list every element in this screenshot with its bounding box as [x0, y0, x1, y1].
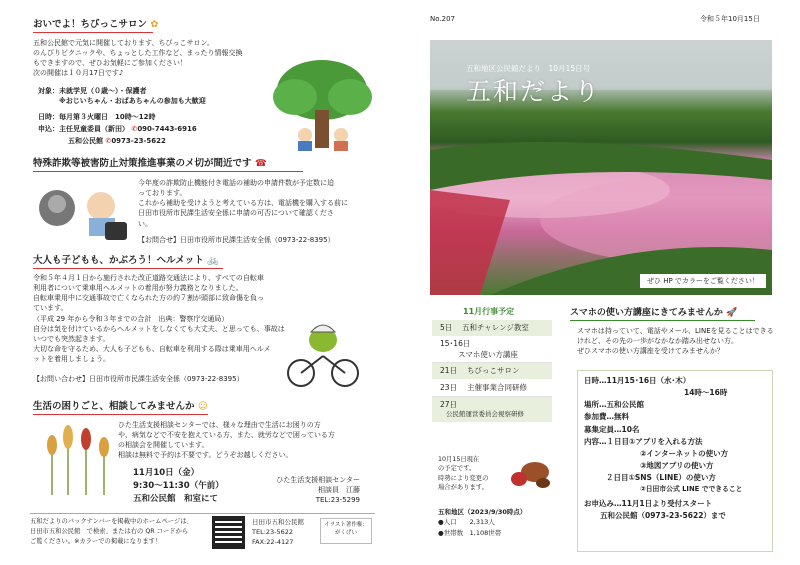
smartphone-content-3: ③地図アプリの使い方 [640, 460, 714, 470]
fraud-underline [33, 171, 303, 172]
support-underline [33, 414, 208, 415]
illust-credit: イラスト著作権： がくげい [320, 518, 372, 544]
salon-body: 五和公民館で元気に開催しております、ちびっこサロン。 のんびりピクニックや、ちょっとした工作など、まったり情報交換 もできますので、ぜひお気軽にご参加ください！ 次の開催は１０月17日です♪ [33, 39, 243, 78]
cover-title: 五和だより [466, 77, 602, 106]
smartphone-time: 14時～16時 [684, 388, 728, 398]
smartphone-apply: お申込み…11月1日より受付スタート [584, 499, 713, 509]
smartphone-content-2: ②インターネットの使い方 [640, 448, 729, 458]
support-tel: TEL:23-5299 [315, 496, 360, 505]
rocket-icon: 🚀 [722, 308, 738, 318]
schedule-row: 5日 五和チャレンジ教室 [432, 320, 552, 337]
schedule-title: 11月行事予定 [463, 307, 515, 316]
support-body: ひた生活支援相談センターでは、様々な理由で生活にお困りの方 や、病気などで不安を抱えている方、また、就労などで困っている方 の相談会を開催しています。 相談は無料で予約は不要です。どうぞお越しください。 [118, 421, 335, 460]
cover-photo [430, 40, 772, 295]
salon-contact: 申込：主任児童委員（新田） ✆090-7443-6916 [38, 125, 197, 133]
helmet-underline [33, 268, 223, 269]
salon-target: 対象：未就学児（０歳～）・保護者 ※おじいちゃん・おばあちゃんの参加も大歓迎 [38, 87, 206, 106]
salon-phone1: 090-7443-6916 [137, 125, 197, 133]
population-count: ●人口 2,313人 [438, 518, 495, 527]
salon-underline [33, 32, 153, 33]
support-place: 五和公民館 和室にて [133, 493, 219, 504]
cover-caption: ぜひ HP でカラーをご覧ください！ [640, 274, 766, 288]
cover-subtitle: 五和地区公民館だより 10月15日号 [466, 64, 591, 73]
footer-org: 日田市五和公民館 [252, 518, 304, 526]
smartphone-content-4: ２日目①SNS（LINE）の使い方 [606, 473, 716, 483]
smartphone-content-5: ②日田市公式 LINE でできること [640, 485, 743, 494]
qr-code[interactable] [212, 516, 245, 549]
autumn-leaves-illustration [505, 457, 553, 491]
smartphone-intro: スマホは持っていて、電話やメール、LINEを見ることはできる けれど、その先の一歩がなかなか踏み出せない方。 ぜひスマホの使い方講座を受けてみませんか？ [577, 327, 774, 356]
support-time: 9:30～11:30（午前） [133, 480, 224, 491]
footer-tel: TEL:23-5622 [252, 528, 294, 537]
salon-phone2: 0973-23-5622 [111, 137, 166, 145]
wheat-illustration [38, 425, 120, 497]
footer-fax: FAX:22-4127 [252, 538, 294, 547]
bicycle-icon: 🚲 [203, 255, 219, 266]
fraud-contact: 【お問合せ】日田市役所市民課生活安全係（0973-22-8395） [138, 236, 335, 244]
phone-illustration [35, 178, 130, 246]
salon-datetime: 日時：毎月第３火曜日 10時～12時 [38, 113, 156, 121]
smartphone-details [577, 370, 773, 552]
salon-contact2: 五和公民館 ✆0973-23-5622 [68, 137, 166, 145]
smartphone-title: スマホの使い方講座にきてみませんか 🚀 [570, 308, 738, 318]
smartphone-date: 日時…11月15･16日（水･木） [584, 376, 691, 385]
cyclist-illustration [285, 318, 363, 390]
smartphone-capacity: 募集定員…10名 [584, 424, 640, 434]
schedule-row: 27日 公民館運営委員会視察研修 [432, 397, 552, 422]
support-date: 11月10日（金） [133, 468, 200, 478]
issue-number: No.207 [430, 15, 455, 23]
issue-date: 令和５年10月15日 [700, 15, 760, 23]
smartphone-fee: 参加費…無料 [584, 412, 629, 422]
footer-note: 五和だよりのバックナンバーを掲載中のホームページは、 日田市五和公民館 で検索、または右の QR コードから ご覧ください。※カラーでの掲載になります！ [30, 518, 193, 545]
support-org-block [262, 475, 360, 505]
support-org: ひた生活支援相談センター [276, 476, 360, 484]
person-icon: ☺ [194, 401, 208, 412]
schedule-note: 10月15日現在 の予定です。 時勢により変更の 場合があります。 [438, 456, 489, 492]
tree-illustration [265, 55, 380, 155]
support-person: 相談員 江藤 [318, 486, 360, 495]
telephone-icon: ☎ [251, 158, 267, 169]
fraud-title: 特殊詐欺等被害防止対策推進事業のメ切が間近です ☎ [33, 158, 267, 169]
smartphone-content-1: 内容…１日目①アプリを入れる方法 [584, 436, 703, 446]
smartphone-underline [570, 320, 755, 321]
smartphone-place: 場所…五和公民館 [584, 400, 644, 410]
schedule-row: 15･16日 スマホ使い方講座 [432, 337, 552, 363]
support-schedule [133, 467, 224, 505]
helmet-contact: 【お問い合わせ】日田市役所市民課生活安全係（0973-22-8395） [33, 375, 244, 383]
population-block [438, 507, 526, 538]
smartphone-apply-contact: 五和公民館（0973-23-5622）まで [600, 511, 726, 521]
schedule-row: 21日 ちびっこサロン [432, 363, 552, 380]
footer [30, 513, 375, 551]
schedule-table [432, 320, 552, 422]
flower-icon: ✿ [147, 19, 159, 30]
fraud-body: 今年度の詐欺防止機能付き電話の補助の申請件数が予定数に迫 っております。 これから補助を受けようと考えている方は、電話機を購入する前に 日田市役所市民課生活安全係に申請の可否について確認くださ い。 [138, 179, 348, 228]
helmet-title: 大人も子どもも、かぶろう！ヘルメット 🚲 [33, 255, 219, 266]
helmet-body: 令和５年４月１日から施行された改正道路交通法により、すべての自転車 利用者について乗車用ヘルメットの着用が努力義務となりました。 自転車乗用中に交通事故で亡くなられた方の約７割が頭部に致命傷を負っ ています。 （平成 29 年から令和３年までの合計 出典：警察庁交通局） 自分は気を付けているからヘルメットをしなくても大丈夫、と思っても、事故は いつでも突然起きます。 大切な命を守るため、大人も子どもも、自転車を利用する際は乗車用ヘルメ ットを着用しましょう。 [33, 274, 285, 364]
support-title: 生活の困りごと、相談してみませんか ☺ [33, 401, 208, 412]
population-title: 五和地区（2023/9/30時点） [438, 508, 527, 516]
schedule-row: 23日 主催事業合同研修 [432, 380, 552, 397]
footer-org-block [252, 517, 304, 547]
household-count: ●世帯数 1,108世帯 [438, 528, 502, 537]
salon-title: おいでよ！ちびっこサロン ✿ [33, 19, 159, 30]
